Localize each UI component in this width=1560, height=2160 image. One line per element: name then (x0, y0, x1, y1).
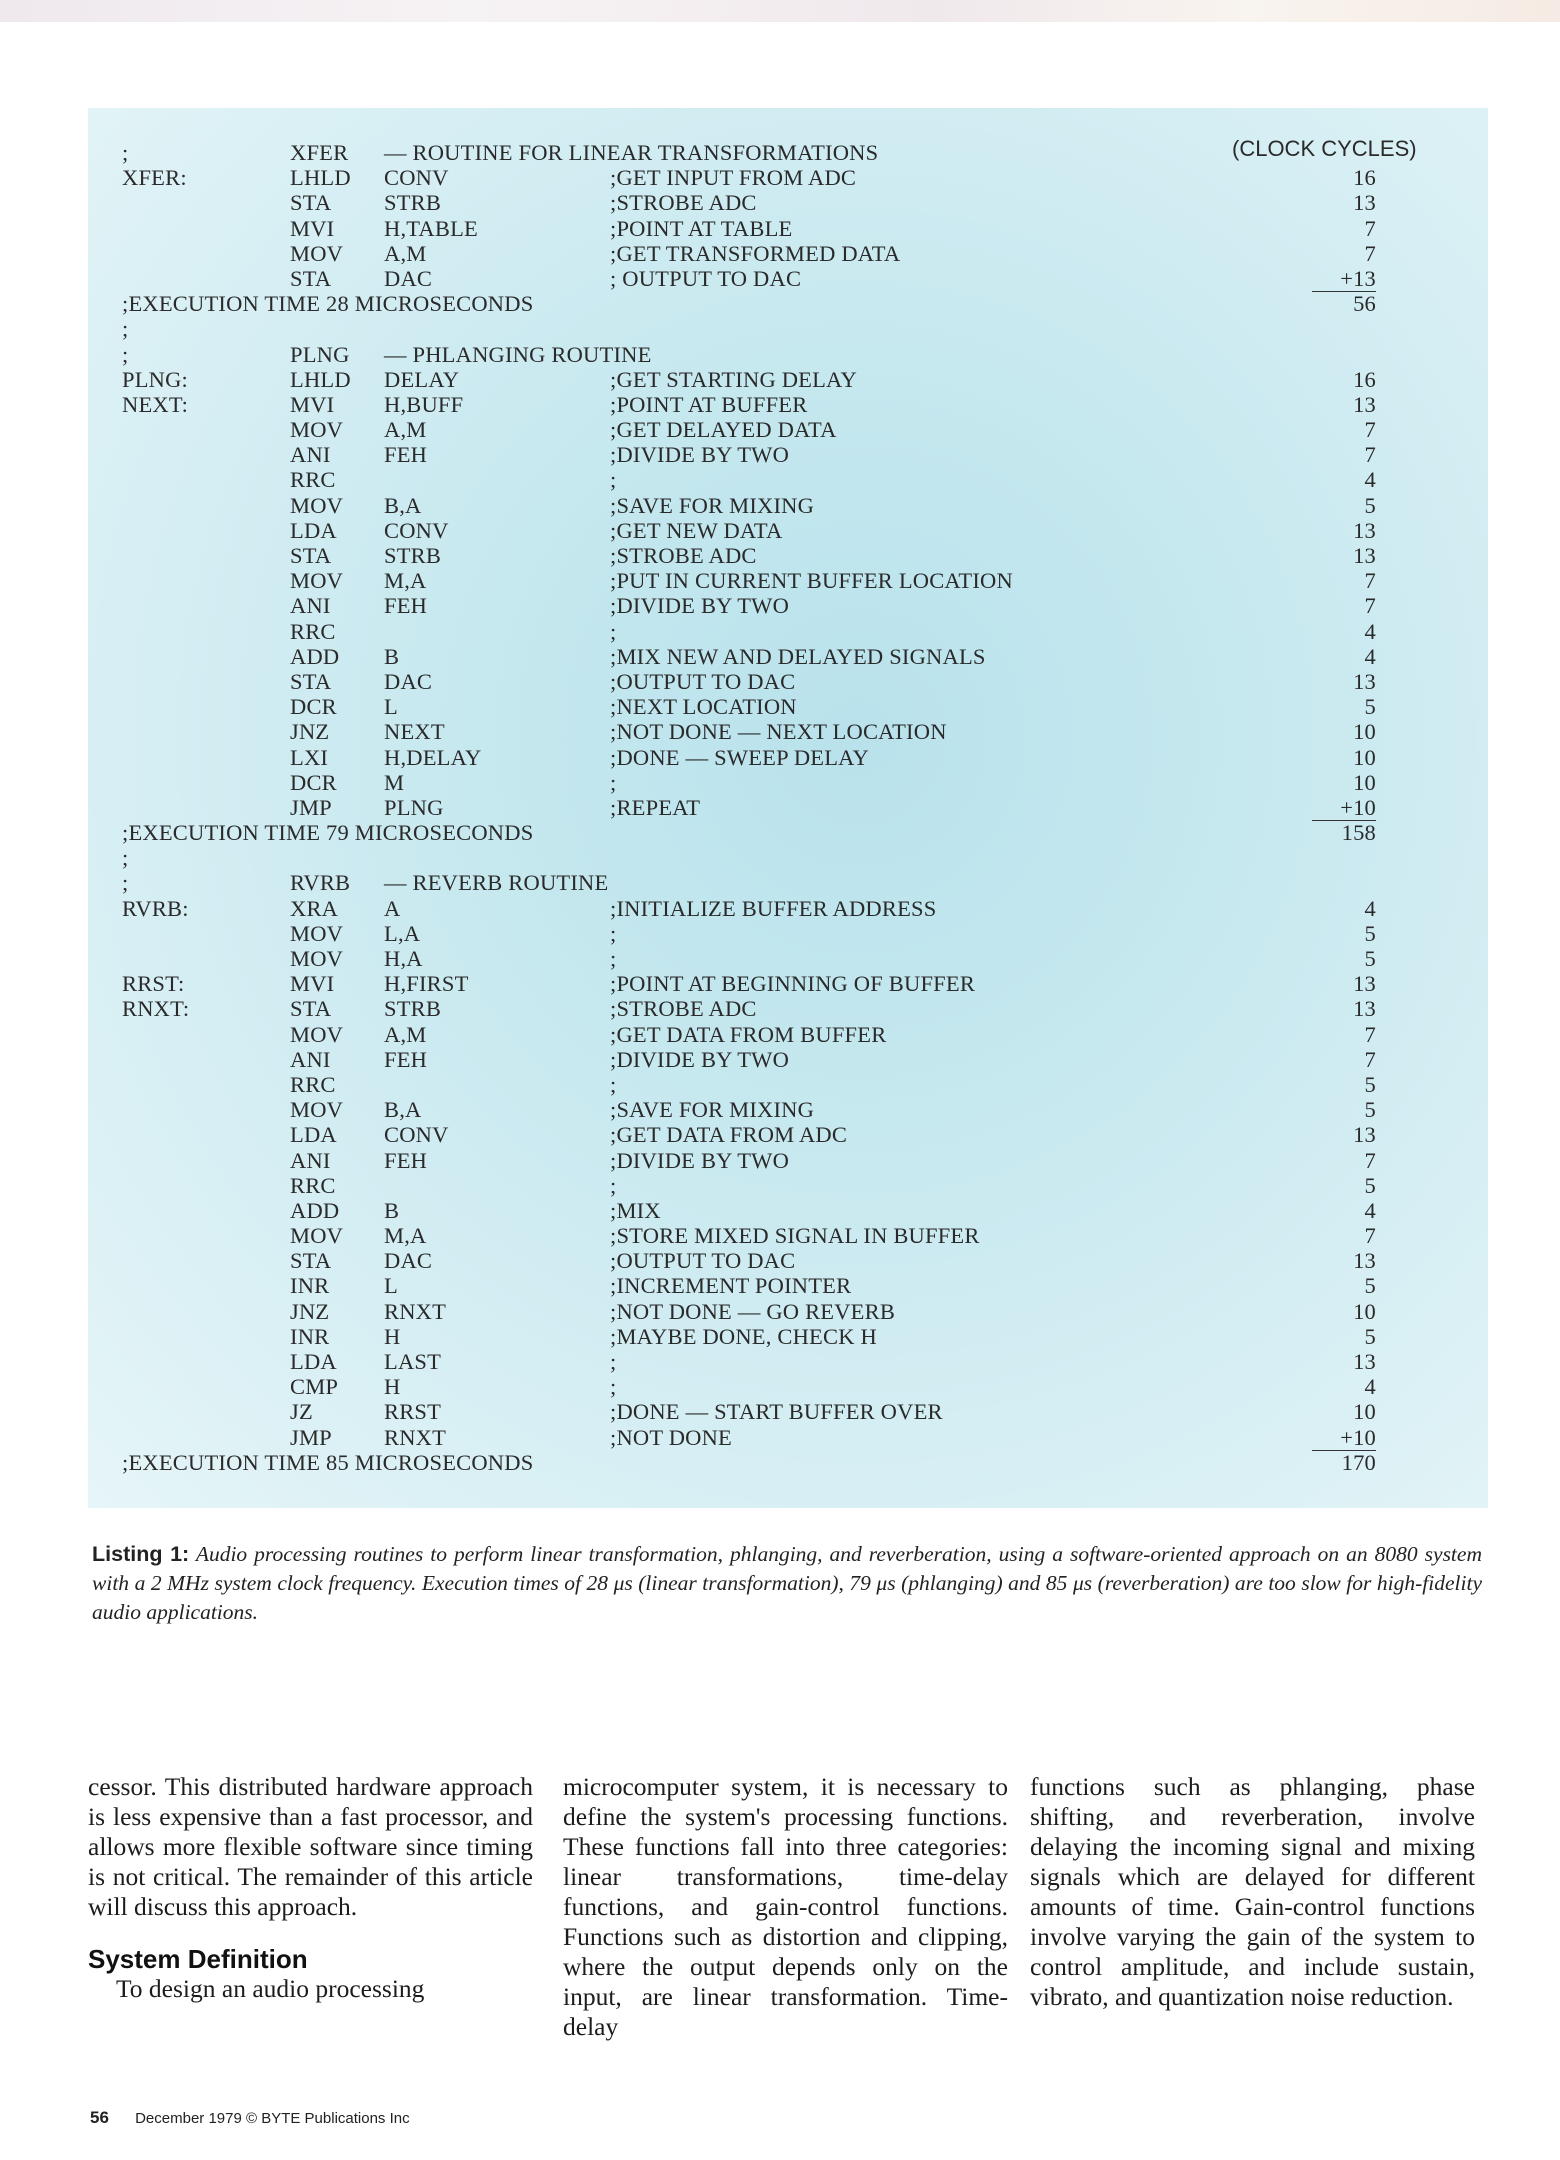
body-paragraph: cessor. This distributed hardware approach is less expensive than a fast processor, and allows more flexible software since timing is not critical. The remainder of this article will discuss this approach. (88, 1772, 533, 1921)
line-opcode: LHLD (290, 165, 351, 191)
line-cycles: 5 (1364, 1071, 1376, 1097)
line-operand: CONV (384, 517, 449, 543)
listing-line (122, 493, 1422, 518)
listing-line (122, 644, 1422, 669)
routine-title: PLNG (290, 341, 350, 367)
line-operand: DAC (384, 668, 433, 694)
listing-line (122, 1450, 1422, 1475)
line-cycles: 4 (1364, 467, 1376, 493)
caption-label: Listing 1: (92, 1542, 190, 1566)
line-cycles: 7 (1364, 240, 1376, 266)
line-comment: ;POINT AT BUFFER (610, 391, 808, 417)
line-label: RNXT: (122, 996, 190, 1022)
line-operand: M,A (384, 1223, 427, 1249)
line-cycles: 4 (1364, 895, 1376, 921)
line-comment: ;OUTPUT TO DAC (610, 1248, 796, 1274)
line-cycles: 4 (1364, 643, 1376, 669)
line-comment: ;MIX NEW AND DELAYED SIGNALS (610, 643, 986, 669)
line-cycles: 7 (1364, 1223, 1376, 1249)
listing-line (122, 795, 1422, 820)
line-opcode: RRC (290, 1172, 336, 1198)
body-column-2 (563, 1772, 1008, 2042)
listing-line (122, 1223, 1422, 1248)
body-paragraph: To design an audio processing (116, 1974, 425, 2003)
listing-line (122, 1425, 1422, 1450)
line-cycles: 7 (1364, 1046, 1376, 1072)
listing-line (122, 518, 1422, 543)
line-comment: ; (610, 1172, 617, 1198)
line-opcode: ANI (290, 442, 331, 468)
body-column-1 (88, 1772, 533, 2004)
routine-description: — PHLANGING ROUTINE (384, 341, 652, 367)
line-comment: ; (610, 1349, 617, 1374)
line-comment: ;EXECUTION TIME 28 MICROSECONDS (122, 291, 534, 317)
listing-line (122, 1198, 1422, 1223)
line-cycles: 7 (1364, 215, 1376, 241)
line-opcode: MOV (290, 920, 344, 946)
line-opcode: MVI (290, 215, 335, 241)
line-opcode: DCR (290, 694, 337, 720)
line-operand: M,A (384, 568, 427, 594)
listing-line (122, 694, 1422, 719)
page-top-stain (0, 0, 1560, 22)
listing-line (122, 266, 1422, 291)
line-cycles: 5 (1364, 1097, 1376, 1123)
line-comment: ;MAYBE DONE, CHECK H (610, 1323, 877, 1349)
line-opcode: MVI (290, 971, 335, 997)
line-cycles: 7 (1364, 593, 1376, 619)
line-comment: ;GET DATA FROM BUFFER (610, 1021, 887, 1047)
line-cycles: 13 (1353, 971, 1376, 997)
line-label: RRST: (122, 971, 185, 997)
line-cycles: +10 (1312, 1425, 1376, 1451)
line-comment: ;PUT IN CURRENT BUFFER LOCATION (610, 568, 1013, 594)
line-comment: ;DIVIDE BY TWO (610, 593, 790, 619)
line-comment: ;DIVIDE BY TWO (610, 1147, 790, 1173)
line-comment: ;DONE — SWEEP DELAY (610, 744, 870, 770)
line-cycles: 13 (1353, 1122, 1376, 1148)
listing-line (122, 896, 1422, 921)
listing-line (122, 1248, 1422, 1273)
listing-line (122, 165, 1422, 190)
listing-line (122, 568, 1422, 593)
listing-line (122, 342, 1422, 367)
line-comment: ;POINT AT BEGINNING OF BUFFER (610, 971, 976, 997)
listing-line (122, 1324, 1422, 1349)
assembly-listing (122, 140, 1422, 1475)
line-comment: ;GET STARTING DELAY (610, 366, 857, 392)
line-cycles: +13 (1312, 266, 1376, 292)
line-opcode: LDA (290, 517, 337, 543)
line-comment: ;POINT AT TABLE (610, 215, 793, 241)
listing-line (122, 1122, 1422, 1147)
line-comment: ;EXECUTION TIME 79 MICROSECONDS (122, 820, 534, 846)
line-opcode: STA (290, 996, 332, 1022)
line-cycles: 10 (1353, 744, 1376, 770)
line-cycles: 7 (1364, 417, 1376, 443)
line-operand: A,M (384, 417, 427, 443)
line-comment: ;REPEAT (610, 794, 701, 820)
line-operand: FEH (384, 593, 428, 619)
line-operand: RNXT (384, 1424, 447, 1450)
line-cycles: 4 (1364, 1374, 1376, 1400)
line-cycles: 10 (1353, 1298, 1376, 1324)
line-cycles: 10 (1353, 1399, 1376, 1425)
line-cycles: 5 (1364, 1172, 1376, 1198)
line-operand: FEH (384, 442, 428, 468)
listing-line (122, 669, 1422, 694)
line-cycles: 5 (1364, 694, 1376, 720)
line-opcode: ADD (290, 643, 340, 669)
routine-title: RVRB (290, 870, 351, 896)
line-opcode: DCR (290, 769, 337, 795)
line-operand: CONV (384, 165, 449, 191)
line-comment: ;DONE — START BUFFER OVER (610, 1399, 943, 1425)
line-cycles: 170 (1341, 1449, 1376, 1475)
line-cycles: 5 (1364, 920, 1376, 946)
listing-line (122, 971, 1422, 996)
line-cycles: 5 (1364, 1273, 1376, 1299)
body-paragraph: functions such as phlanging, phase shifting, and reverberation, involve delaying the incoming signal and mixing signals which are delayed for different amounts of time. Gain-control functions involve varying the gain of the system to control amplitude, and include sustain, vibrato, and quantization noise reduction. (1030, 1772, 1475, 2011)
listing-line (122, 467, 1422, 492)
line-operand: H,TABLE (384, 215, 478, 241)
line-label: PLNG: (122, 366, 189, 392)
listing-line (122, 543, 1422, 568)
article-body (88, 1772, 1488, 2072)
listing-line (122, 1097, 1422, 1122)
line-opcode: MOV (290, 417, 344, 443)
line-opcode: INR (290, 1273, 330, 1299)
line-cycles: 16 (1353, 165, 1376, 191)
line-comment: ;STROBE ADC (610, 190, 757, 216)
line-opcode: ANI (290, 593, 331, 619)
body-paragraph: microcomputer system, it is necessary to define the system's processing functions. These functions fall into three categories: linear transformations, time-delay functions, and gain-control functions. Functions such as distortion and clipping, where the output depends only on the input, are linear transformation. Time-delay (563, 1772, 1008, 2041)
line-operand: STRB (384, 543, 442, 568)
listing-line (122, 190, 1422, 215)
line-comment: ; (610, 946, 617, 971)
line-comment: ; OUTPUT TO DAC (610, 265, 802, 291)
line-comment: ; (610, 467, 617, 493)
line-comment: ;SAVE FOR MIXING (610, 1097, 815, 1123)
line-cycles: 13 (1353, 668, 1376, 694)
listing-line (122, 1022, 1422, 1047)
line-cycles: +10 (1312, 795, 1376, 821)
line-cycles: 16 (1353, 366, 1376, 392)
listing-caption (92, 1540, 1482, 1627)
line-opcode: CMP (290, 1374, 339, 1400)
line-opcode: STA (290, 190, 332, 216)
line-cycles: 13 (1353, 543, 1376, 568)
line-comment: ;STORE MIXED SIGNAL IN BUFFER (610, 1223, 980, 1249)
line-comment: ;NOT DONE — GO REVERB (610, 1298, 896, 1324)
line-cycles: 13 (1353, 517, 1376, 543)
line-cycles: 7 (1364, 1147, 1376, 1173)
line-operand: M (384, 769, 405, 795)
line-opcode: JMP (290, 1424, 332, 1450)
body-column-3 (1030, 1772, 1475, 2012)
line-cycles: 13 (1353, 996, 1376, 1022)
listing-line (122, 845, 1422, 870)
listing-line (122, 946, 1422, 971)
line-label: RVRB: (122, 895, 189, 921)
listing-line (122, 921, 1422, 946)
listing-line (122, 316, 1422, 341)
routine-description: — REVERB ROUTINE (384, 870, 609, 896)
line-operand: FEH (384, 1046, 428, 1072)
line-operand: CONV (384, 1122, 449, 1148)
line-cycles: 13 (1353, 1248, 1376, 1274)
line-label: ; (122, 341, 129, 367)
line-comment: ;GET DELAYED DATA (610, 417, 837, 443)
line-operand: RNXT (384, 1298, 447, 1324)
line-opcode: JZ (290, 1399, 313, 1425)
line-operand: DAC (384, 265, 433, 291)
listing-line (122, 1047, 1422, 1072)
line-cycles: 7 (1364, 568, 1376, 594)
line-comment: ;NOT DONE (610, 1424, 733, 1450)
line-comment: ;GET TRANSFORMED DATA (610, 240, 901, 266)
line-comment: ; (610, 920, 617, 946)
line-comment: ;EXECUTION TIME 85 MICROSECONDS (122, 1449, 534, 1475)
listing-line (122, 1399, 1422, 1424)
line-cycles: 7 (1364, 1021, 1376, 1047)
line-operand: PLNG (384, 794, 444, 820)
line-opcode: JNZ (290, 719, 330, 745)
listing-line (122, 216, 1422, 241)
line-opcode: ANI (290, 1147, 331, 1173)
line-opcode: ANI (290, 1046, 331, 1072)
listing-line (122, 770, 1422, 795)
line-cycles: 5 (1364, 492, 1376, 518)
page-number: 56 (90, 2108, 109, 2127)
line-opcode: LDA (290, 1349, 337, 1374)
line-cycles: 10 (1353, 719, 1376, 745)
routine-description: — ROUTINE FOR LINEAR TRANSFORMATIONS (384, 140, 879, 165)
listing-line (122, 1273, 1422, 1298)
line-comment: ; (122, 316, 129, 342)
line-comment: ;INCREMENT POINTER (610, 1273, 852, 1299)
line-operand: H (384, 1323, 401, 1349)
line-operand: B,A (384, 492, 422, 518)
line-comment: ;STROBE ADC (610, 996, 757, 1022)
line-opcode: XRA (290, 895, 339, 921)
line-comment: ; (610, 769, 617, 795)
routine-title: XFER (290, 140, 349, 165)
line-cycles: 5 (1364, 1323, 1376, 1349)
line-operand: DAC (384, 1248, 433, 1274)
line-opcode: MOV (290, 240, 344, 266)
line-opcode: LDA (290, 1122, 337, 1148)
line-opcode: LHLD (290, 366, 351, 392)
line-opcode: RRC (290, 467, 336, 493)
section-heading: System Definition (88, 1944, 308, 1974)
listing-line (122, 1148, 1422, 1173)
line-comment: ;DIVIDE BY TWO (610, 1046, 790, 1072)
listing-line (122, 442, 1422, 467)
listing-line (122, 291, 1422, 316)
line-cycles: 4 (1364, 618, 1376, 644)
page-footer (90, 2108, 410, 2128)
line-opcode: MOV (290, 946, 344, 971)
line-comment: ;STROBE ADC (610, 543, 757, 568)
line-opcode: JNZ (290, 1298, 330, 1324)
line-cycles: 56 (1353, 291, 1376, 317)
line-operand: L (384, 1273, 398, 1299)
listing-line (122, 1374, 1422, 1399)
line-operand: B,A (384, 1097, 422, 1123)
line-comment: ;SAVE FOR MIXING (610, 492, 815, 518)
listing-line (122, 241, 1422, 266)
line-operand: FEH (384, 1147, 428, 1173)
line-operand: L (384, 694, 398, 720)
line-comment: ;NEXT LOCATION (610, 694, 797, 720)
line-comment: ; (610, 618, 617, 644)
listing-line (122, 745, 1422, 770)
line-cycles: 5 (1364, 946, 1376, 971)
line-opcode: RRC (290, 618, 336, 644)
listing-line (122, 367, 1422, 392)
line-opcode: MOV (290, 1223, 344, 1249)
line-comment: ; (122, 845, 129, 871)
line-comment: ;OUTPUT TO DAC (610, 668, 796, 694)
line-operand: A,M (384, 240, 427, 266)
listing-line (122, 719, 1422, 744)
line-opcode: RRC (290, 1071, 336, 1097)
line-operand: B (384, 1197, 400, 1223)
line-cycles: 13 (1353, 190, 1376, 216)
line-comment: ; (610, 1374, 617, 1400)
line-comment: ;GET INPUT FROM ADC (610, 165, 857, 191)
footer-credit: December 1979 © BYTE Publications Inc (135, 2110, 410, 2127)
line-cycles: 7 (1364, 442, 1376, 468)
line-label: ; (122, 140, 129, 165)
clock-cycles-header: (CLOCK CYCLES) (1232, 136, 1417, 161)
listing-line (122, 593, 1422, 618)
listing-line (122, 1349, 1422, 1374)
listing-line (122, 1299, 1422, 1324)
listing-line (122, 1173, 1422, 1198)
line-opcode: STA (290, 543, 332, 568)
line-opcode: LXI (290, 744, 329, 770)
line-operand: H,DELAY (384, 744, 482, 770)
line-cycles: 4 (1364, 1197, 1376, 1223)
line-opcode: STA (290, 265, 332, 291)
line-opcode: INR (290, 1323, 330, 1349)
line-cycles: 13 (1353, 391, 1376, 417)
line-opcode: STA (290, 668, 332, 694)
line-operand: H,A (384, 946, 423, 971)
line-operand: DELAY (384, 366, 460, 392)
line-operand: A,M (384, 1021, 427, 1047)
caption-text: Audio processing routines to perform linear transformation, phlanging, and reverberation, using a software-oriented approach on an 8080 system with a 2 MHz system clock frequency. Execution times of 28 μs (linear transformation), 79 μs (phlanging) and 85 μs (reverberation) are too slow for high-fidelity audio applications. (92, 1542, 1482, 1624)
line-comment: ;GET NEW DATA (610, 517, 783, 543)
line-opcode: STA (290, 1248, 332, 1274)
line-opcode: JMP (290, 794, 332, 820)
line-label: ; (122, 870, 129, 896)
line-comment: ;MIX (610, 1197, 661, 1223)
listing-line (122, 1072, 1422, 1097)
line-operand: A (384, 895, 401, 921)
line-opcode: MOV (290, 1021, 344, 1047)
line-operand: B (384, 643, 400, 669)
line-operand: STRB (384, 190, 442, 216)
line-opcode: MOV (290, 1097, 344, 1123)
listing-line (122, 996, 1422, 1021)
listing-line (122, 619, 1422, 644)
line-cycles: 13 (1353, 1349, 1376, 1374)
listing-line (122, 870, 1422, 895)
line-opcode: MVI (290, 391, 335, 417)
line-label: NEXT: (122, 391, 189, 417)
line-operand: LAST (384, 1349, 442, 1374)
line-operand: H (384, 1374, 401, 1400)
line-opcode: MOV (290, 492, 344, 518)
line-comment: ;GET DATA FROM ADC (610, 1122, 848, 1148)
listing-line (122, 417, 1422, 442)
line-cycles: 10 (1353, 769, 1376, 795)
line-operand: RRST (384, 1399, 442, 1425)
line-cycles: 158 (1341, 820, 1376, 846)
line-operand: STRB (384, 996, 442, 1022)
line-operand: L,A (384, 920, 421, 946)
line-comment: ;NOT DONE — NEXT LOCATION (610, 719, 947, 745)
line-opcode: ADD (290, 1197, 340, 1223)
line-operand: H,BUFF (384, 391, 464, 417)
listing-line (122, 820, 1422, 845)
line-opcode: MOV (290, 568, 344, 594)
line-comment: ; (610, 1071, 617, 1097)
line-operand: NEXT (384, 719, 445, 745)
listing-line (122, 392, 1422, 417)
line-comment: ;DIVIDE BY TWO (610, 442, 790, 468)
line-label: XFER: (122, 165, 187, 191)
listing-line (122, 140, 1422, 165)
line-operand: H,FIRST (384, 971, 469, 997)
line-comment: ;INITIALIZE BUFFER ADDRESS (610, 895, 937, 921)
